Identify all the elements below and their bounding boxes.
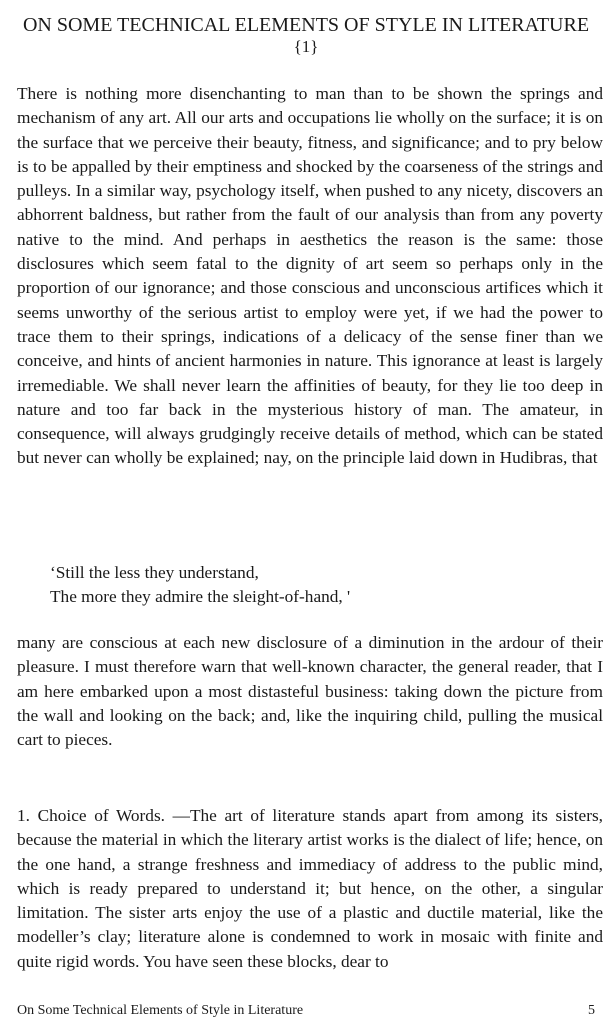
- verse-line-1: ‘Still the less they understand,: [50, 563, 259, 582]
- page-title: ON SOME TECHNICAL ELEMENTS OF STYLE IN LITERATURE: [22, 14, 590, 36]
- body-paragraph-2: many are conscious at each new disclosure of a diminution in the ardour of their pleasure. I must therefore warn that well-known character, the general reader, that I am here embarked upon a most distasteful business: taking down the picture from the wall and looking on the back; and, like the inquiring child, pulling the musical cart to pieces.: [17, 633, 603, 750]
- body-paragraph-3: 1. Choice of Words. —The art of literature stands apart from among its sisters, because the material in which the literary artist works is the dialect of life; hence, on the one hand, a strange freshness and immediacy of address to the public mind, which is ready prepared to understand it; but hence, on the other, a singular limitation. The sister arts enjoy the use of a plastic and ductile material, like the modeller’s clay; literature alone is condemned to work in mosaic with finite and quite rigid words. You have seen these blocks, dear to: [17, 806, 603, 971]
- running-title: On Some Technical Elements of Style in Literature: [17, 1003, 304, 1018]
- verse-quotation: [50, 561, 590, 610]
- verse-line-2: The more they admire the sleight-of-hand, ': [50, 587, 351, 607]
- chapter-number: {1}: [293, 37, 319, 56]
- body-paragraph-1: There is nothing more disenchanting to man than to be shown the springs and mechanism of any art. All our arts and occupations lie wholly on the surface; it is on the surface that we perceive their beauty, fitness, and significance; and to pry below is to be appalled by their emptiness and shocked by the coarseness of the strings and pulleys. In a similar way, psychology itself, when pushed to any nicety, discovers an abhorrent baldness, but rather from the fault of our analysis than from any poverty native to the mind. And perhaps in aesthetics the reason is the same: those disclosures which seem fatal to the dignity of art seem so perhaps only in the proportion of our ignorance; and those conscious and unconscious artifices which it seems unworthy of the serious artist to employ were yet, if we had the power to trace them to their springs, indications of a delicacy of the sense finer than we conceive, and hints of ancient harmonies in nature. This ignorance at least is largely irremediable. We shall never learn the affinities of beauty, for they lie too deep in nature and too far back in the mysterious history of man. The amateur, in consequence, will always grudgingly receive details of method, which can be stated but never can wholly be explained; nay, on the principle laid down in Hudibras, that: [17, 84, 603, 468]
- page-number: 5: [588, 1003, 595, 1018]
- page-footer: [17, 1002, 595, 1020]
